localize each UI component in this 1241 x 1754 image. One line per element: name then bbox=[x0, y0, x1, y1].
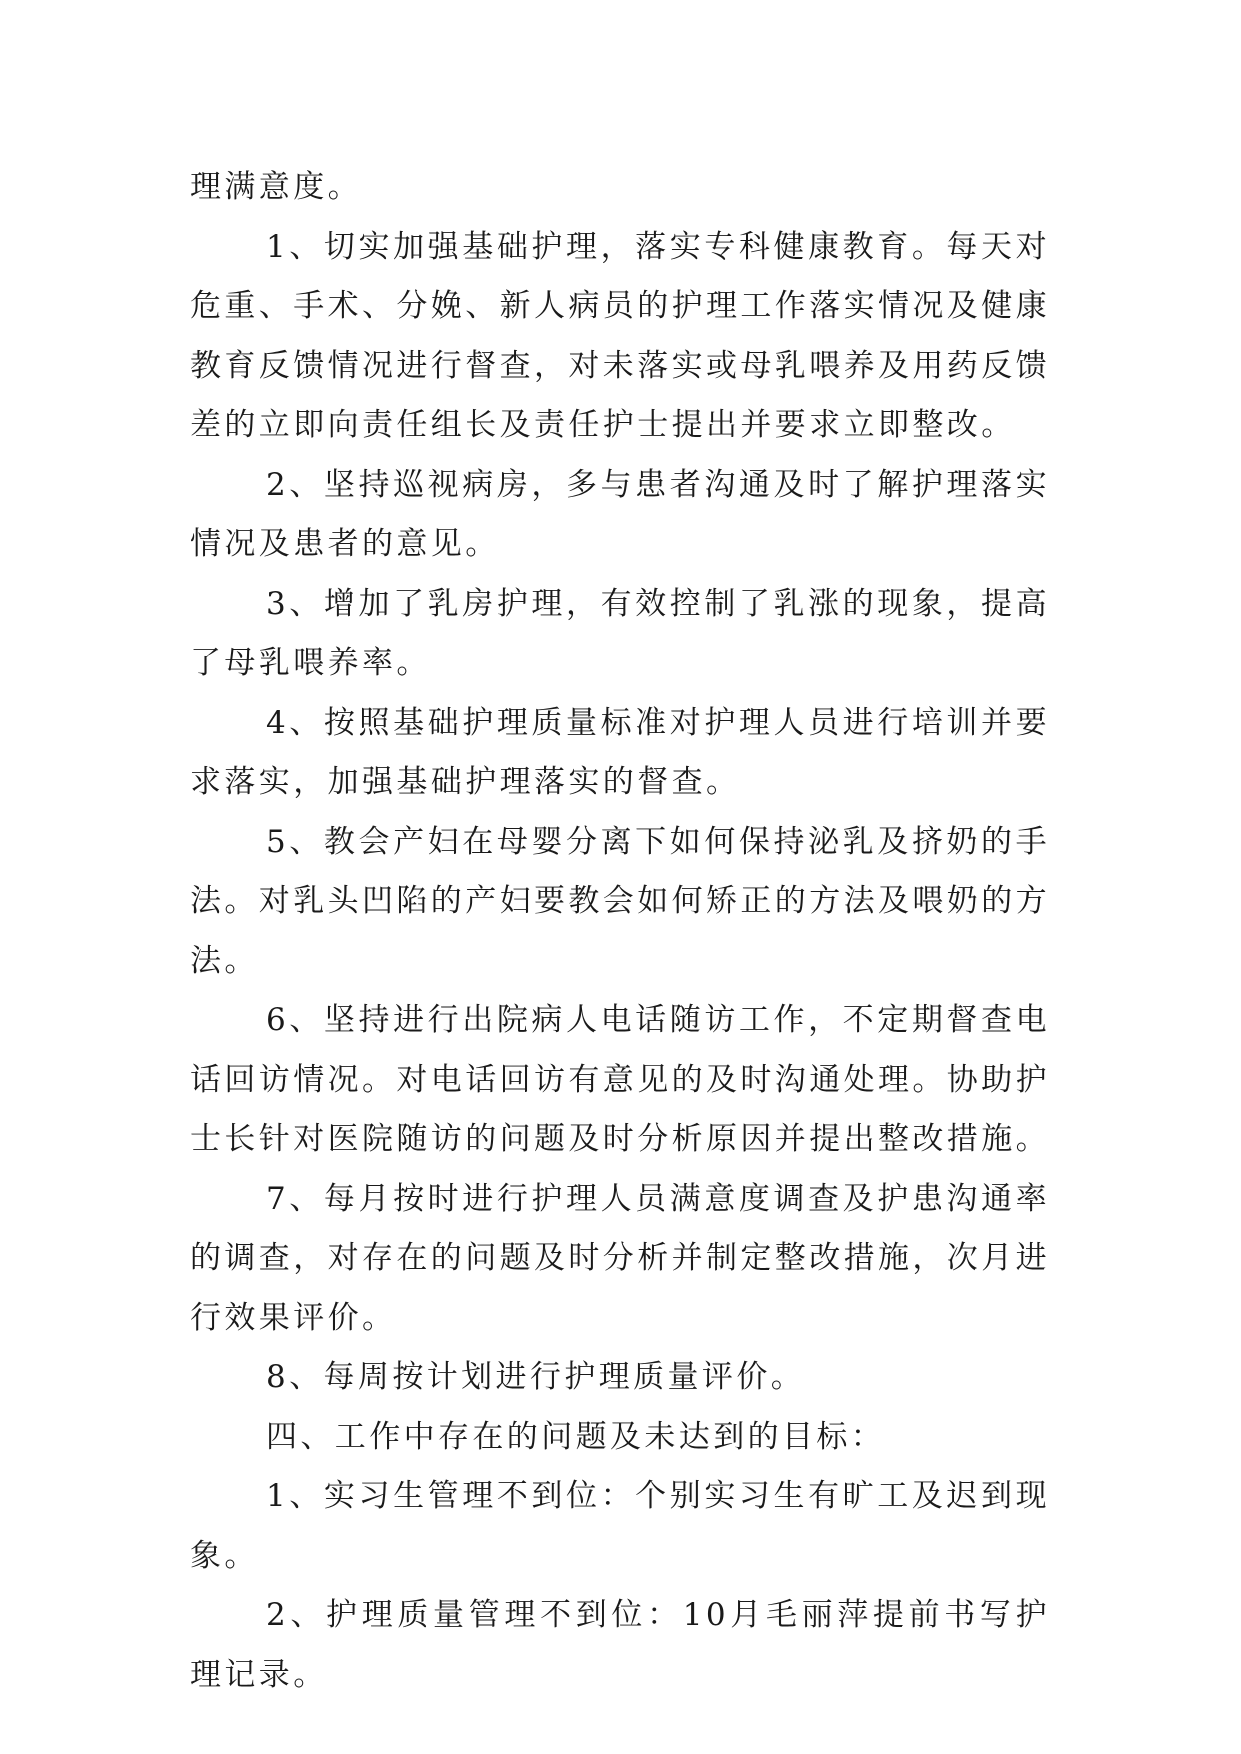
document-body bbox=[190, 158, 1050, 1705]
paragraph-item-3: 3、增加了乳房护理，有效控制了乳涨的现象，提高了母乳喂养率。 bbox=[190, 585, 1050, 681]
problem-item-2: 2、护理质量管理不到位：10月毛丽萍提前书写护理记录。 bbox=[190, 1597, 1050, 1693]
paragraph-item-5: 5、教会产妇在母婴分离下如何保持泌乳及挤奶的手法。对乳头凹陷的产妇要教会如何矫正的方法及喂奶的方法。 bbox=[190, 823, 1050, 979]
paragraph-item-6: 6、坚持进行出院病人电话随访工作，不定期督查电话回访情况。对电话回访有意见的及时沟通处理。协助护士长针对医院随访的问题及时分析原因并提出整改措施。 bbox=[190, 1002, 1050, 1157]
paragraph-item-2: 2、坚持巡视病房，多与患者沟通及时了解护理落实情况及患者的意见。 bbox=[190, 466, 1050, 562]
paragraph-continuation: 理满意度。 bbox=[190, 169, 362, 205]
paragraph-item-4: 4、按照基础护理质量标准对护理人员进行培训并要求落实，加强基础护理落实的督查。 bbox=[190, 704, 1050, 800]
paragraph-item-1: 1、切实加强基础护理，落实专科健康教育。每天对危重、手术、分娩、新人病员的护理工作落实情况及健康教育反馈情况进行督查，对未落实或母乳喂养及用药反馈差的立即向责任组长及责任护士提出并要求立即整改。 bbox=[190, 228, 1050, 443]
paragraph-item-8: 8、每周按计划进行护理质量评价。 bbox=[266, 1359, 806, 1395]
paragraph-item-7: 7、每月按时进行护理人员满意度调查及护患沟通率的调查，对存在的问题及时分析并制定整改措施，次月进行效果评价。 bbox=[190, 1180, 1050, 1336]
problem-item-1: 1、实习生管理不到位：个别实习生有旷工及迟到现象。 bbox=[190, 1478, 1050, 1574]
section-heading: 四、工作中存在的问题及未达到的目标： bbox=[266, 1418, 886, 1455]
